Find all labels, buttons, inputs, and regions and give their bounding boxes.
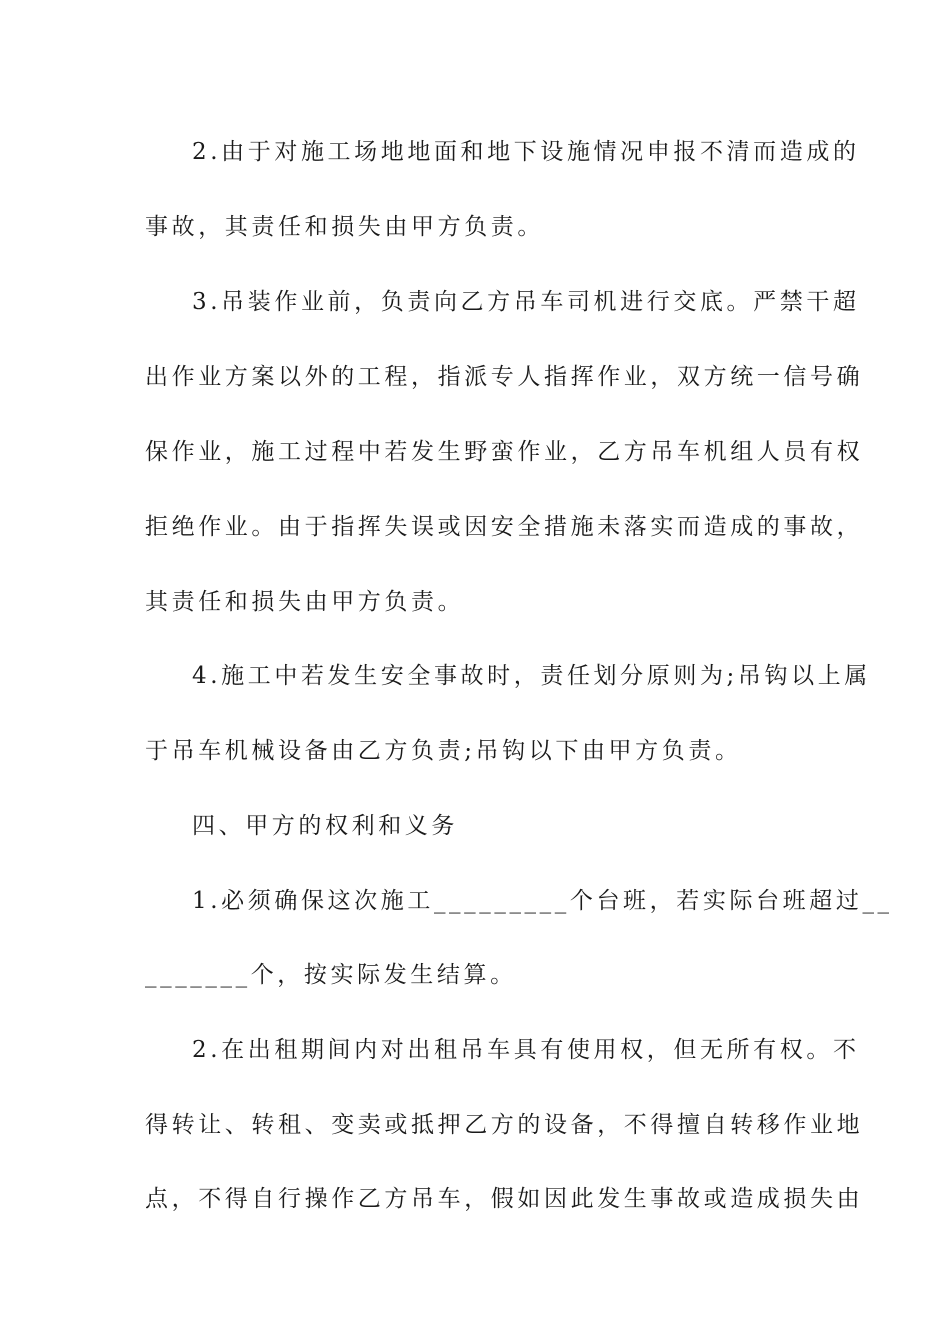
paragraph-line: 3.吊装作业前，负责向乙方吊车司机进行交底。严禁干超 (192, 289, 860, 315)
paragraph-line: 2.在出租期间内对出租吊车具有使用权，但无所有权。不 (192, 1037, 860, 1063)
paragraph-line: 拒绝作业。由于指挥失误或因安全措施未落实而造成的事故， (145, 514, 864, 540)
paragraph-line: 得转让、转租、变卖或抵押乙方的设备，不得擅自转移作业地 (145, 1112, 864, 1138)
paragraph-line: 其责任和损失由甲方负责。 (145, 589, 465, 615)
paragraph-line: 事故，其责任和损失由甲方负责。 (145, 214, 544, 240)
section-heading: 四、甲方的权利和义务 (192, 813, 458, 839)
paragraph-line: 于吊车机械设备由乙方负责;吊钩以下由甲方负责。 (145, 738, 742, 764)
paragraph-line: 点，不得自行操作乙方吊车，假如因此发生事故或造成损失由 (145, 1186, 864, 1212)
paragraph-line: 1.必须确保这次施工_________个台班，若实际台班超过__ (192, 888, 893, 914)
paragraph-line: 2.由于对施工场地地面和地下设施情况申报不清而造成的 (192, 139, 860, 165)
paragraph-line: 出作业方案以外的工程，指派专人指挥作业，双方统一信号确 (145, 364, 864, 390)
paragraph-line: 保作业，施工过程中若发生野蛮作业，乙方吊车机组人员有权 (145, 439, 864, 465)
paragraph-line: _______个，按实际发生结算。 (145, 962, 517, 988)
paragraph-line: 4.施工中若发生安全事故时，责任划分原则为;吊钩以上属 (192, 663, 871, 689)
